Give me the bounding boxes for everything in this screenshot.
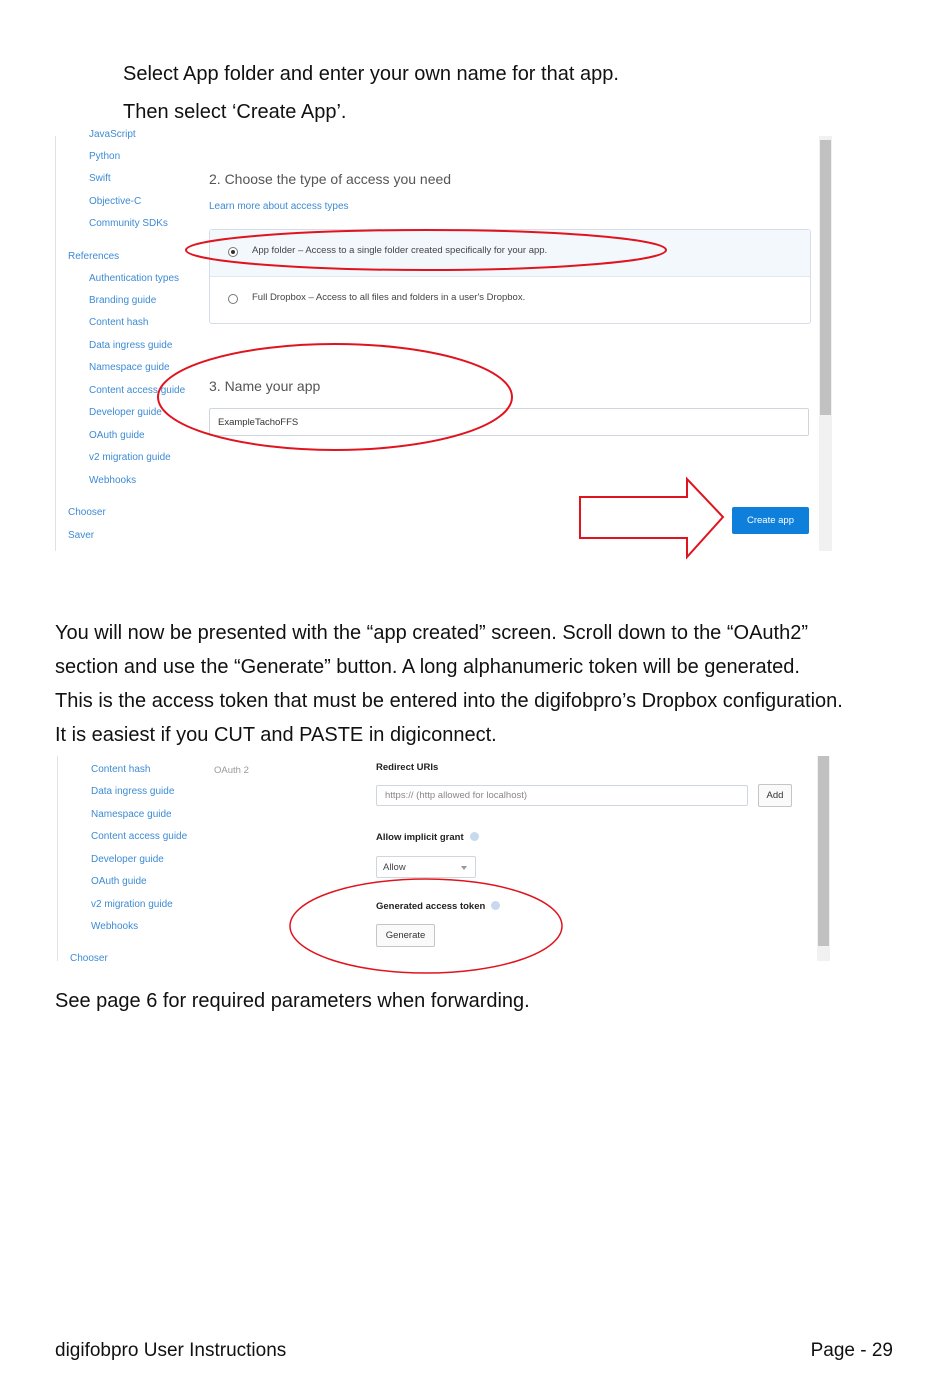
- nav-item-objective-c[interactable]: Objective-C: [89, 196, 142, 207]
- access-types-link[interactable]: Learn more about access types: [209, 201, 349, 212]
- nav-item-swift[interactable]: Swift: [89, 173, 111, 184]
- name-app-heading: 3. Name your app: [209, 378, 321, 394]
- nav-item-namespace-guide[interactable]: Namespace guide: [89, 362, 170, 373]
- intro-line-2: Then select ‘Create App’.: [123, 101, 347, 123]
- nav-item-developer-guide[interactable]: Developer guide: [89, 407, 162, 418]
- nav-item-content-access-guide[interactable]: Content access guide: [91, 831, 188, 842]
- annotation-ellipse-name: [158, 344, 512, 450]
- nav-item-oauth-guide[interactable]: OAuth guide: [89, 430, 145, 441]
- nav-item-content-hash[interactable]: Content hash: [91, 764, 151, 775]
- redirect-uris-label: Redirect URIs: [376, 762, 439, 773]
- nav-item-developer-guide[interactable]: Developer guide: [91, 854, 164, 865]
- intro-line-1: Select App folder and enter your own name for that app.: [123, 63, 619, 85]
- nav-group-chooser[interactable]: Chooser: [70, 953, 108, 964]
- nav-item-data-ingress-guide[interactable]: Data ingress guide: [91, 786, 175, 797]
- access-token-text: Generated access token: [376, 901, 486, 912]
- nav-item-webhooks[interactable]: Webhooks: [89, 475, 137, 486]
- nav-group-references[interactable]: References: [68, 251, 120, 262]
- forwarding-note: See page 6 for required parameters when forwarding.: [55, 990, 530, 1012]
- implicit-grant-value: Allow: [383, 861, 406, 873]
- redirect-uri-input[interactable]: https:// (http allowed for localhost): [376, 785, 748, 806]
- nav-group-chooser[interactable]: Chooser: [68, 507, 106, 518]
- nav-item-content-access-guide[interactable]: Content access guide: [89, 385, 186, 396]
- footer-title: digifobpro User Instructions: [55, 1340, 287, 1361]
- add-redirect-button[interactable]: Add: [758, 784, 792, 807]
- app-name-input[interactable]: ExampleTachoFFS: [209, 408, 809, 436]
- nav-item-data-ingress-guide[interactable]: Data ingress guide: [89, 340, 173, 351]
- nav-item-branding-guide[interactable]: Branding guide: [89, 295, 157, 306]
- nav-item-community-sdks[interactable]: Community SDKs: [89, 218, 168, 229]
- annotation-overlay: [55, 136, 832, 551]
- oauth-screenshot: [57, 756, 830, 964]
- nav-item-authentication-types[interactable]: Authentication types: [89, 273, 180, 284]
- instruction-paragraph: [55, 616, 935, 752]
- paragraph-line-3: This is the access token that must be entered into the digifobpro’s Dropbox configuration.: [55, 690, 843, 712]
- nav-item-content-hash[interactable]: Content hash: [89, 317, 149, 328]
- option-app-folder-label: App folder – Access to a single folder created specifically for your app.: [252, 245, 548, 256]
- create-app-screenshot: [55, 129, 832, 551]
- annotation-ellipse-generate: [290, 879, 562, 973]
- nav-item-v2-migration-guide[interactable]: v2 migration guide: [91, 899, 173, 910]
- create-app-button[interactable]: Create app: [732, 507, 809, 534]
- annotation-overlay: [57, 756, 830, 961]
- nav-item-namespace-guide[interactable]: Namespace guide: [91, 809, 172, 820]
- right-arrow-annotation: [580, 479, 723, 557]
- nav-group-saver[interactable]: Saver: [68, 530, 95, 541]
- paragraph-line-2: section and use the “Generate” button. A long alphanumeric token will be generated.: [55, 656, 800, 678]
- nav-item-webhooks[interactable]: Webhooks: [91, 921, 139, 932]
- page-number: Page - 29: [810, 1340, 893, 1361]
- option-full-dropbox-label: Full Dropbox – Access to all files and folders in a user's Dropbox.: [252, 292, 526, 303]
- annotation-ellipse-app-folder: [186, 230, 666, 270]
- access-type-heading: 2. Choose the type of access you need: [209, 171, 452, 187]
- intro-text: [123, 55, 619, 131]
- generate-button[interactable]: Generate: [376, 924, 435, 947]
- paragraph-line-4: It is easiest if you CUT and PASTE in digiconnect.: [55, 724, 497, 746]
- nav-item-cutoff[interactable]: JavaScript: [89, 129, 136, 140]
- nav-item-python[interactable]: Python: [89, 151, 121, 162]
- nav-item-v2-migration-guide[interactable]: v2 migration guide: [89, 452, 171, 463]
- oauth2-section-label: OAuth 2: [214, 765, 249, 776]
- nav-item-oauth-guide[interactable]: OAuth guide: [91, 876, 147, 887]
- paragraph-line-1: You will now be presented with the “app created” screen. Scroll down to the “OAuth2”: [55, 622, 809, 644]
- implicit-grant-text: Allow implicit grant: [376, 832, 464, 843]
